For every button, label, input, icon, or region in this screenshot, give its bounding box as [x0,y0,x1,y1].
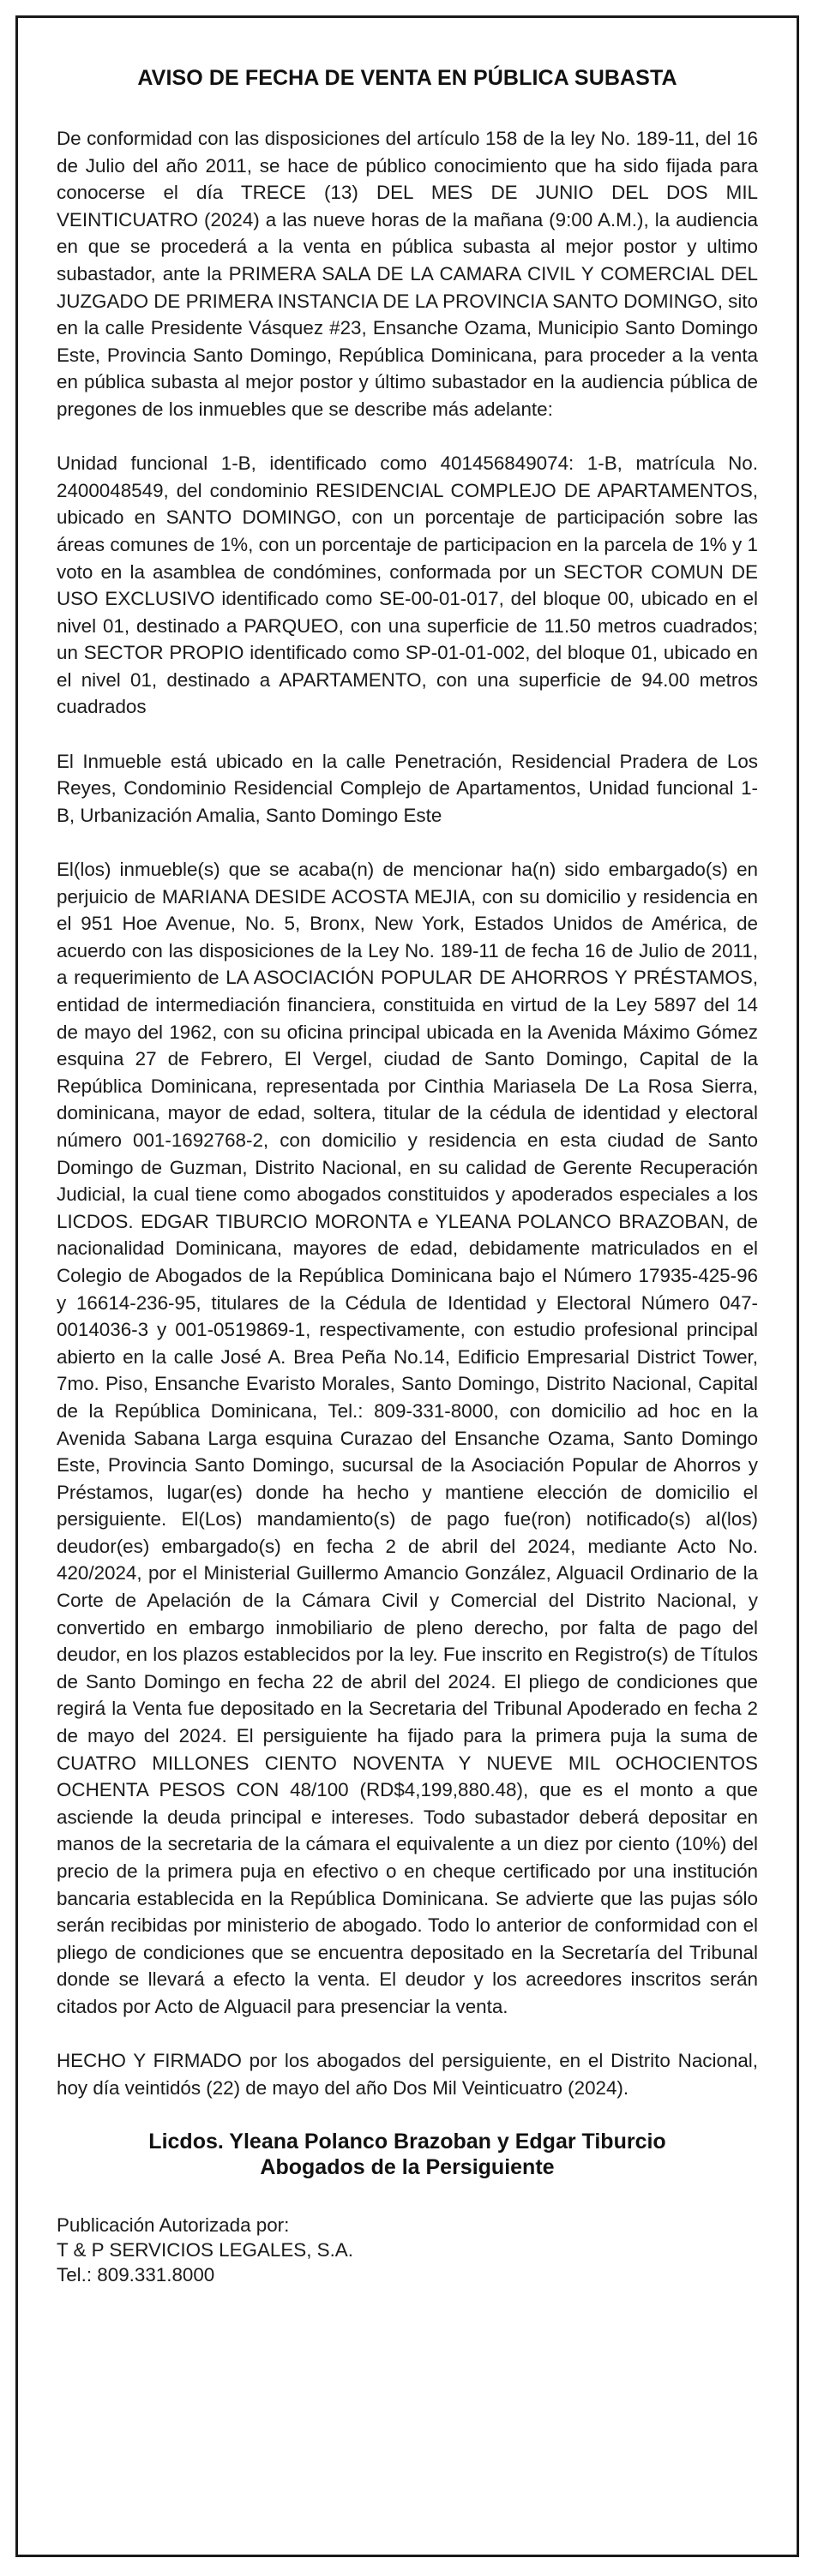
paragraph-seizure-details: El(los) inmueble(s) que se acaba(n) de mencionar ha(n) sido embargado(s) en perjuicio de MARIANA DESIDE ACOSTA MEJIA, con su domicilio y residencia en el 951 Hoe Avenue, No. 5, Bronx, New York, Estados Unidos de América, de acuerdo con las disposiciones de la Ley No. 189-11 de fecha 16 de Julio de 2011, a requerimiento de LA ASOCIACIÓN POPULAR DE AHORROS Y PRÉSTAMOS, entidad de intermediación financiera, constituida en virtud de la Ley 5897 del 14 de mayo del 1962, con su oficina principal ubicada en la Avenida Máximo Gómez esquina 27 de Febrero, El Vergel, ciudad de Santo Domingo, Capital de la República Dominicana, representada por Cinthia Mariasela De La Rosa Sierra, dominicana, mayor de edad, soltera, titular de la cédula de identidad y electoral número 001-1692768-2, con domicilio y residencia en esta ciudad de Santo Domingo de Guzman, Distrito Nacional, en su calidad de Gerente Recuperación Judicial, la cual tiene como abogados constituidos y apoderados especiales a los LICDOS. EDGAR TIBURCIO MORONTA e YLEANA POLANCO BRAZOBAN, de nacionalidad Dominicana, mayores de edad, debidamente matriculados en el Colegio de Abogados de la República Dominicana bajo el Número 17935-425-96 y 16614-236-95, titulares de la Cédula de Identidad y Electoral Número 047-0014036-3 y 001-0519869-1, respectivamente, con estudio profesional principal abierto en la calle José A. Brea Peña No.14, Edificio Empresarial District Tower, 7mo. Piso, Ensanche Evaristo Morales, Santo Domingo, Distrito Nacional, Capital de la República Dominicana, Tel.: 809-331-8000, con domicilio ad hoc en la Avenida Sabana Larga esquina Curazao del Ensanche Ozama, Santo Domingo Este, Provincia Santo Domingo, sucursal de la Asociación Popular de Ahorros y Préstamos, lugar(es) donde ha hecho y mantiene elección de domicilio el persiguiente. El(Los) mandamiento(s) de pago fue(ron) notificado(s) al(los) deudor(es) embargado(s) en fecha 2 de abril del 2024, mediante Acto No. 420/2024, por el Ministerial Guillermo Amancio González, Alguacil Ordinario de la Corte de Apelación de la Cámara Civil y Comercial del Distrito Nacional, y convertido en embargo inmobiliario de pleno derecho, por falta de pago del deudor, en los plazos establecidos por la ley. Fue inscrito en Registro(s) de Títulos de Santo Domingo en fecha 22 de abril del 2024. El pliego de condiciones que regirá la Venta fue depositado en la Secretaria del Tribunal Apoderado en fecha 2 de mayo del 2024. El persiguiente ha fijado para la primera puja la suma de CUATRO MILLONES CIENTO NOVENTA Y NUEVE MIL OCHOCIENTOS OCHENTA PESOS CON 48/100 (RD$4,199,880.48), que es el monto a que asciende la deuda principal e intereses. Todo subastador deberá depositar en manos de la secretaria de la cámara el equivalente a un diez por ciento (10%) del precio de la primera puja en efectivo o en cheque certificado por una institución bancaria establecida en la República Dominicana. Se advierte que las pujas sólo serán recibidas por ministerio de abogado. Todo lo anterior de conformidad con el pliego de condiciones que se encuentra depositado en la Secretaría del Tribunal donde se llevará a efecto la venta. El deudor y los acreedores inscritos serán citados por Acto de Alguacil para presenciar la venta. [57,859,758,2017]
publication-authorized-label: Publicación Autorizada por: [57,2214,290,2236]
publication-phone: Tel.: 809.331.8000 [57,2263,215,2285]
notice-body [18,18,797,2287]
signature-block [57,2129,758,2180]
paragraph-signed-date: HECHO Y FIRMADO por los abogados del persiguiente, en el Distrito Nacional, hoy día veintidós (22) de mayo del año Dos Mil Veinticuatro (2024). [57,2050,758,2099]
notice-frame [15,15,799,2557]
paragraph-auction-date: De conformidad con las disposiciones del artículo 158 de la ley No. 189-11, del 16 de Julio del año 2011, se hace de público conocimiento que ha sido fijada para conocerse el día TRECE (13) DEL MES DE JUNIO DEL DOS MIL VEINTICUATRO (2024) a las nueve horas de la mañana (9:00 A.M.), la audiencia en que se procederá a la venta en pública subasta al mejor postor y ultimo subastador, ante la PRIMERA SALA DE LA CAMARA CIVIL Y COMERCIAL DEL JUZGADO DE PRIMERA INSTANCIA DE LA PROVINCIA SANTO DOMINGO, sito en la calle Presidente Vásquez #23, Ensanche Ozama, Municipio Santo Domingo Este, Provincia Santo Domingo, República Dominicana, para proceder a la venta en pública subasta al mejor postor y último subastador en la audiencia pública de pregones de los inmuebles que se describe más adelante: [57,128,758,420]
paragraph-property-description: Unidad funcional 1-B, identificado como 401456849074: 1-B, matrícula No. 2400048549, del condominio RESIDENCIAL COMPLEJO DE APARTAMENTOS, ubicado en SANTO DOMINGO, con un porcentaje de participación sobre las áreas comunes de 1%, con un porcentaje de participacion en la parcela de 1% y 1 voto en la asamblea de condómines, conformada por un SECTOR COMUN DE USO EXCLUSIVO identificado como SE-00-01-017, del bloque 00, ubicado en el nivel 01, destinado a PARQUEO, con una superficie de 11.50 metros cuadrados; un SECTOR PROPIO identificado como SP-01-01-002, del bloque 01, ubicado en el nivel 01, destinado a APARTAMENTO, con una superficie de 94.00 metros cuadrados [57,452,758,718]
signature-names: Licdos. Yleana Polanco Brazoban y Edgar Tiburcio [148,2129,666,2154]
notice-title: AVISO DE FECHA DE VENTA EN PÚBLICA SUBASTA [137,66,677,90]
signature-role: Abogados de la Persiguiente [260,2154,555,2179]
publication-block [57,2213,758,2287]
publication-company: T & P SERVICIOS LEGALES, S.A. [57,2238,353,2261]
paragraph-property-location: El Inmueble está ubicado en la calle Penetración, Residencial Pradera de Los Reyes, Condominio Residencial Complejo de Apartamentos, Unidad funcional 1-B, Urbanización Amalia, Santo Domingo Este [57,750,758,826]
